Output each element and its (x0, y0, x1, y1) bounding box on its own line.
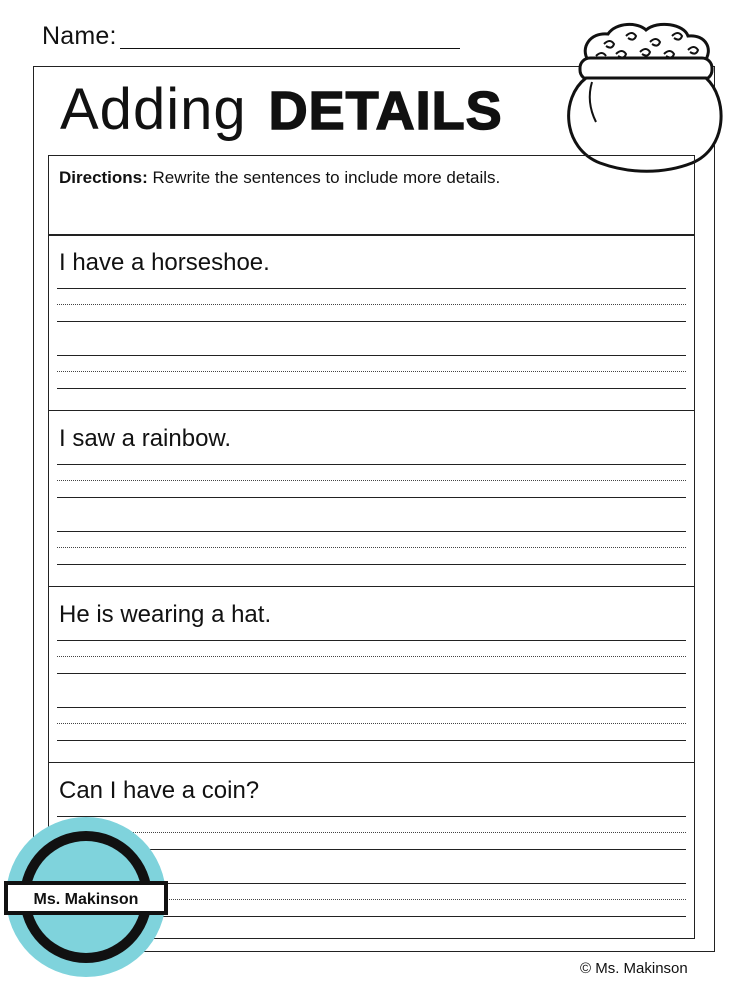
writing-line[interactable] (57, 531, 686, 532)
author-logo-badge (4, 815, 168, 979)
title-light-text: Adding (60, 77, 247, 142)
title-bold-text: DETAILS (268, 81, 503, 141)
page-title (60, 76, 503, 146)
sentence-prompt: I saw a rainbow. (59, 425, 232, 452)
writing-line[interactable] (57, 673, 686, 674)
writing-line[interactable] (57, 355, 686, 356)
sentence-section-2 (48, 410, 695, 587)
name-input-line[interactable] (120, 48, 460, 49)
writing-line[interactable] (57, 707, 686, 708)
directions-label: Directions: (59, 168, 148, 187)
sentence-section-3 (48, 586, 695, 763)
dotted-guide-line (57, 723, 686, 724)
writing-line[interactable] (57, 288, 686, 289)
dotted-guide-line (57, 480, 686, 481)
writing-line[interactable] (57, 497, 686, 498)
sentence-prompt: He is wearing a hat. (59, 601, 272, 628)
dotted-guide-line (57, 304, 686, 305)
dotted-guide-line (57, 656, 686, 657)
writing-line[interactable] (57, 564, 686, 565)
badge-text: Ms. Makinson (33, 891, 139, 908)
directions-box (48, 155, 695, 236)
dotted-guide-line (57, 547, 686, 548)
directions-text: Rewrite the sentences to include more details. (152, 168, 501, 187)
copyright-text: © Ms. Makinson (580, 960, 688, 977)
writing-line[interactable] (57, 640, 686, 641)
writing-line[interactable] (57, 321, 686, 322)
writing-line[interactable] (57, 740, 686, 741)
dotted-guide-line (57, 371, 686, 372)
sentence-prompt: I have a horseshoe. (59, 249, 270, 276)
writing-line[interactable] (57, 464, 686, 465)
pot-of-gold-icon (560, 18, 728, 176)
writing-line[interactable] (57, 388, 686, 389)
name-label: Name: (42, 22, 117, 50)
sentence-prompt: Can I have a coin? (59, 777, 260, 804)
sentence-section-1 (48, 234, 695, 411)
